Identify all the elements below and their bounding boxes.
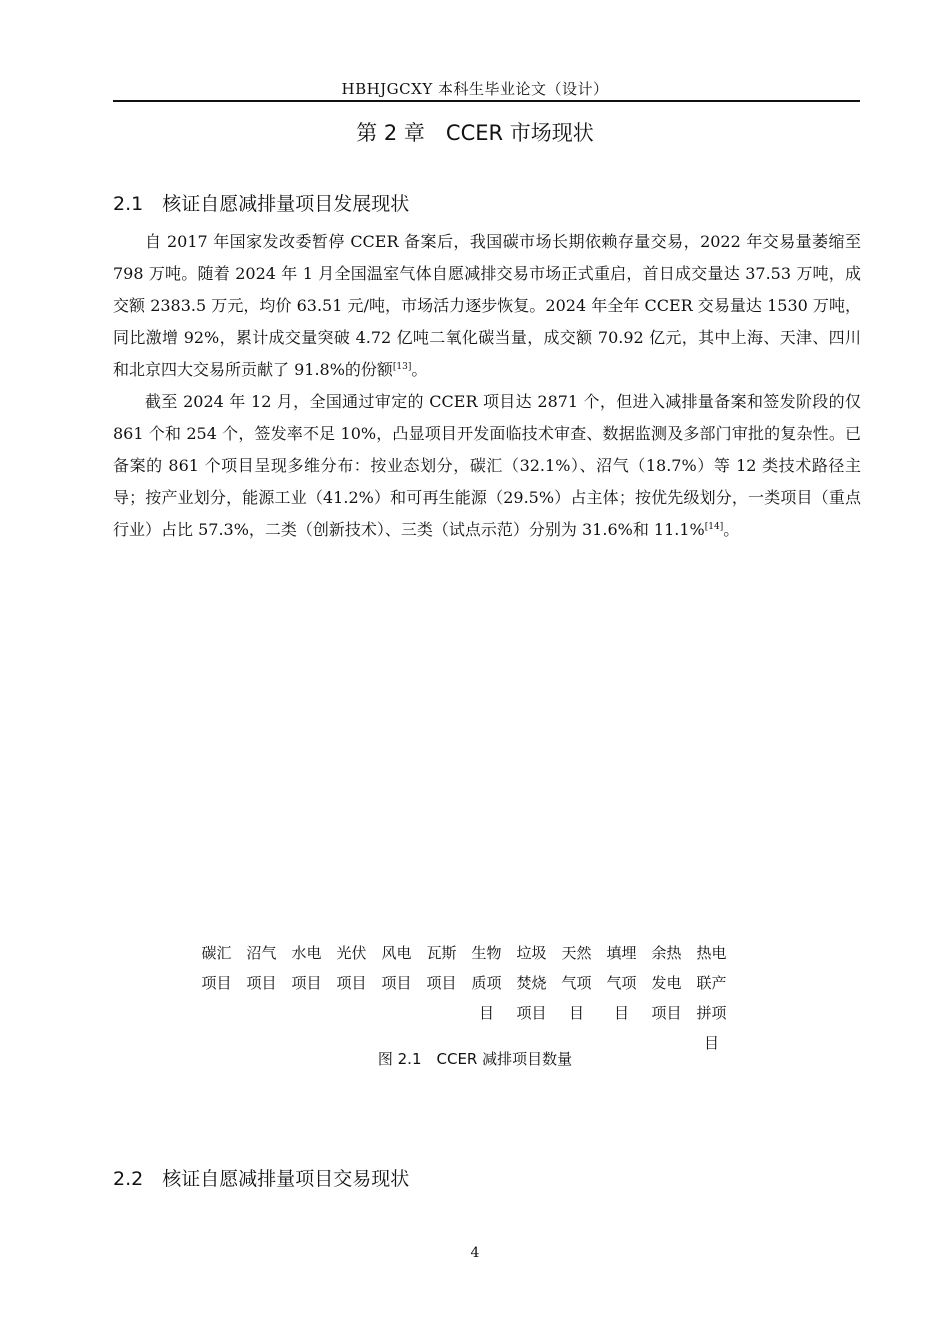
paragraph-1-text: 自 2017 年国家发改委暂停 CCER 备案后，我国碳市场长期依赖存量交易，2022 年交易量萎缩至 798 万吨。随着 2024 年 1 月全国温室气体自愿减排交易市场正式重启，首日成交量达 37.53 万吨，成交额 2383.5 万元，均价 63.51 元/吨，市场活力逐步恢复。2024 年全年 CCER 交易量达 1530 万吨，同比激增 92%，累计成交量突破 4.72 亿吨二氧化碳当量，成交额 70.92 亿元，其中上海、天津、四川和北京四大交易所贡献了 91.8%的份额 bbox=[113, 232, 861, 379]
x-tick-label: 热电联产拼项目 bbox=[696, 944, 727, 1052]
running-header: HBHJGCXY 本科生毕业论文（设计） bbox=[341, 80, 609, 98]
citation-14[interactable]: [14] bbox=[704, 522, 724, 532]
x-tick-label: 余热发电项目 bbox=[651, 944, 682, 1022]
section-heading-2-2: 2.2 核证自愿减排量项目交易现状 bbox=[113, 1168, 410, 1190]
x-tick-label: 天然气项目 bbox=[561, 944, 592, 1022]
x-tick-label: 碳汇项目 bbox=[201, 944, 232, 992]
x-tick-label: 沼气项目 bbox=[246, 944, 277, 992]
x-tick-label: 填埋气项目 bbox=[606, 944, 637, 1022]
section-heading-2-1: 2.1 核证自愿减排量项目发展现状 bbox=[113, 193, 410, 215]
x-tick-label: 瓦斯项目 bbox=[426, 944, 457, 992]
chapter-title: 第 2 章 CCER 市场现状 bbox=[356, 121, 594, 145]
citation-13[interactable]: [13] bbox=[392, 362, 412, 372]
project-count-chart bbox=[196, 938, 736, 1052]
x-tick-label: 光伏项目 bbox=[336, 944, 367, 992]
x-tick-label: 水电项目 bbox=[291, 944, 322, 992]
paragraph-2-end: 。 bbox=[723, 520, 740, 539]
page-number: 4 bbox=[470, 1245, 480, 1261]
paragraph-2-text: 截至 2024 年 12 月，全国通过审定的 CCER 项目达 2871 个，但进入减排量备案和签发阶段的仅 861 个和 254 个，签发率不足 10%，凸显项目开发面临技术审查、数据监测及多部门审批的复杂性。已备案的 861 个项目呈现多维分布：按业态划分，碳汇（32.1%）、沼气（18.7%）等 12 类技术路径主导；按产业划分，能源工业（41.2%）和可再生能源（29.5%）占主体；按优先级划分，一类项目（重点行业）占比 57.3%，二类（创新技术）、三类（试点示范）分别为 31.6%和 11.1% bbox=[113, 392, 861, 539]
paragraph-1 bbox=[113, 226, 861, 386]
header-rule bbox=[113, 100, 860, 102]
paragraph-1-end: 。 bbox=[411, 360, 428, 379]
x-tick-label: 生物质项目 bbox=[471, 944, 502, 1022]
x-tick-label: 风电项目 bbox=[381, 944, 412, 992]
figure-caption: 图 2.1 CCER 减排项目数量 bbox=[377, 1050, 573, 1068]
x-tick-label: 垃圾焚烧项目 bbox=[516, 944, 547, 1022]
paragraph-2 bbox=[113, 386, 861, 546]
